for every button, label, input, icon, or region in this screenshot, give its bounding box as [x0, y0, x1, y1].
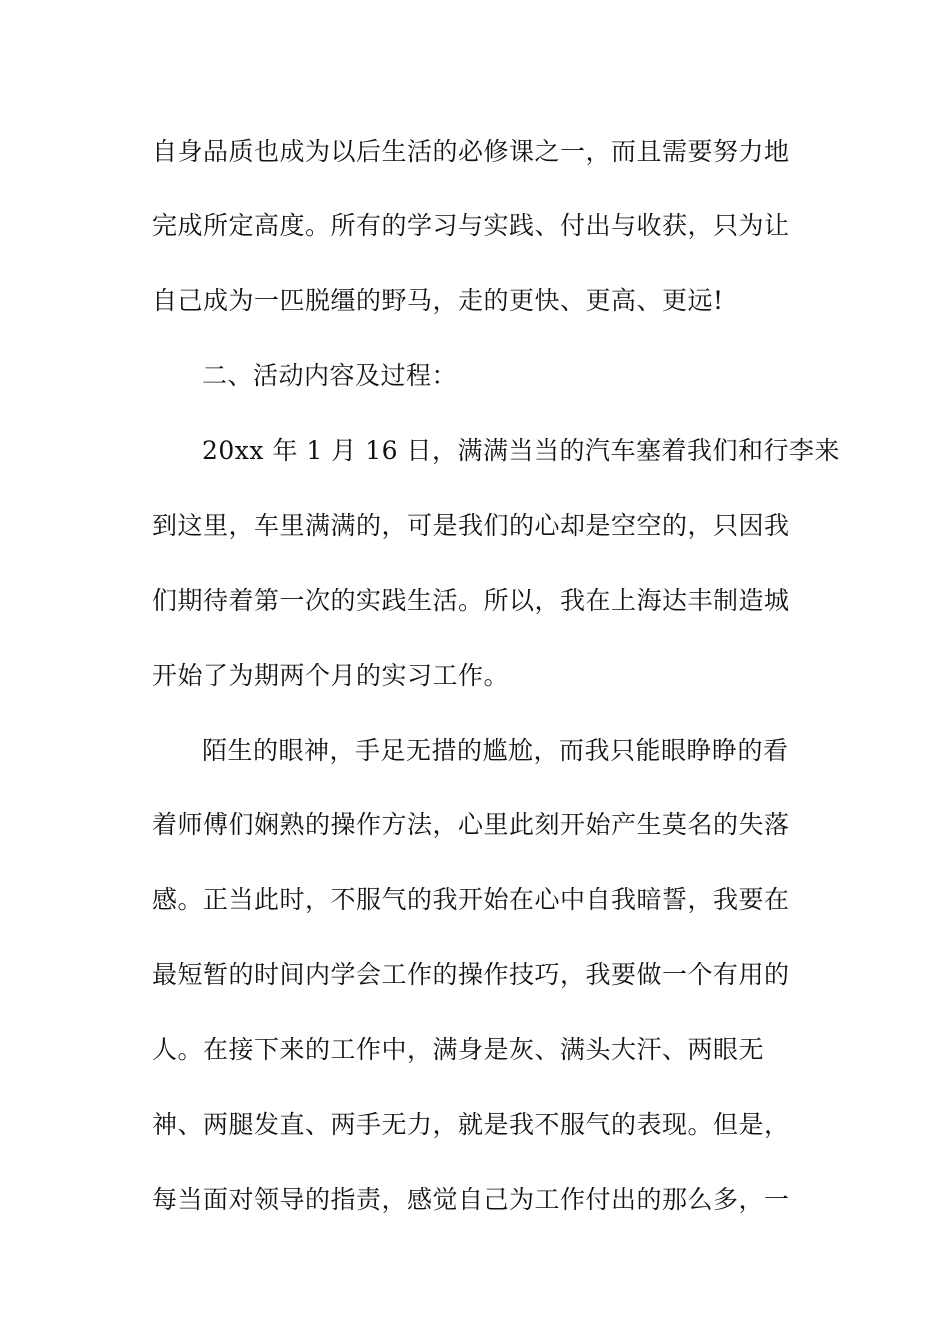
text-line-6: 到这里，车里满满的，可是我们的心却是空空的，只因我: [152, 511, 790, 540]
text-line-2: 完成所定高度。所有的学习与实践、付出与收获，只为让: [152, 211, 790, 240]
text-line-9: 陌生的眼神，手足无措的尴尬，而我只能眼睁睁的看: [202, 736, 789, 765]
text-line-15: 每当面对领导的指责，感觉自己为工作付出的那么多，一: [152, 1185, 790, 1214]
text-line-14: 神、两腿发直、两手无力，就是我不服气的表现。但是，: [152, 1110, 790, 1139]
text-line-7: 们期待着第一次的实践生活。所以，我在上海达丰制造城: [152, 586, 790, 615]
text-line-8: 开始了为期两个月的实习工作。: [152, 661, 510, 690]
text-line-11: 感。正当此时，不服气的我开始在心中自我暗誓，我要在: [152, 885, 790, 914]
text-line-3: 自己成为一匹脱缰的野马，走的更快、更高、更远!: [152, 286, 724, 315]
text-line-10: 着师傅们娴熟的操作方法，心里此刻开始产生莫名的失落: [152, 810, 790, 839]
text-line-12: 最短暂的时间内学会工作的操作技巧，我要做一个有用的: [152, 960, 790, 989]
text-line-13: 人。在接下来的工作中，满身是灰、满头大汗、两眼无: [152, 1035, 765, 1064]
text-line-5: 20xx 年 1 月 16 日，满满当当的汽车塞着我们和行李来: [202, 436, 840, 465]
text-line-1: 自身品质也成为以后生活的必修课之一，而且需要努力地: [152, 137, 790, 166]
section-heading: 二、活动内容及过程：: [202, 361, 458, 390]
